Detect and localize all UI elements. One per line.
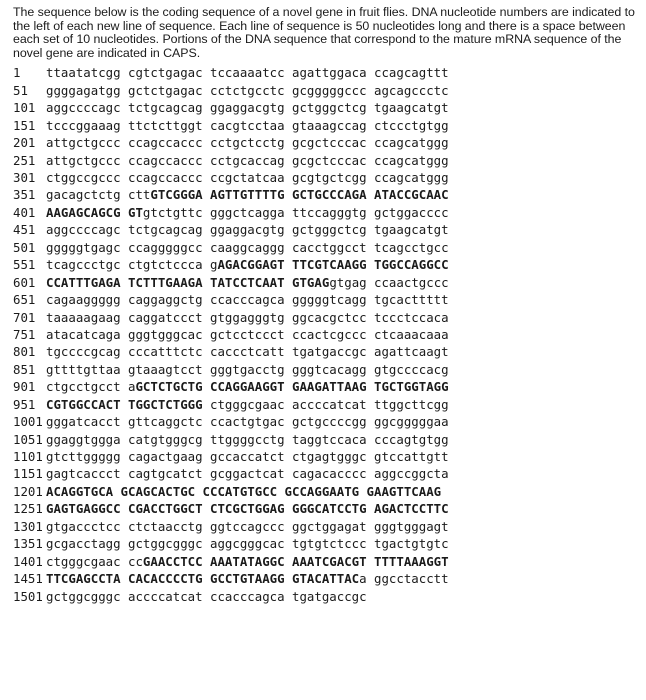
sequence-chunk: gggtcacagg (292, 361, 367, 377)
sequence-chunk: ccagcagttt (374, 65, 449, 81)
sequence-chunk: gctctgagac (128, 82, 203, 98)
sequence-line (13, 326, 635, 343)
nucleotide-number: 451 (13, 222, 36, 238)
sequence-chunk: ctccctgtgg (374, 117, 449, 133)
sequence-chunk: cagacacccc (292, 466, 367, 482)
sequence-chunk: GTGAGgtgag (292, 274, 367, 290)
sequence-chunk: caccctcatt (210, 344, 285, 360)
sequence-chunk: GAAGTTCAAG (366, 483, 442, 499)
sequence-chunk: cccatttctc (128, 344, 203, 360)
sequence-chunk: ccacccagca (210, 588, 285, 604)
sequence-chunk: gctgggctcg (292, 222, 367, 238)
sequence-line (13, 483, 635, 500)
nucleotide-number: 151 (13, 117, 36, 133)
sequence-chunk: tcccggaaag (46, 117, 121, 133)
sequence-line (13, 361, 635, 378)
sequence-chunk: AAATATAGGC (210, 553, 285, 569)
sequence-chunk: ggctggagat (292, 518, 367, 534)
sequence-chunk: aggcgggcac (210, 536, 285, 552)
sequence-chunk: caggaggctg (128, 292, 203, 308)
sequence-chunk: gcgggggccc (292, 82, 367, 98)
sequence-chunk: gagtcaccct (46, 466, 121, 482)
nucleotide-number: 751 (13, 326, 36, 342)
sequence-chunk: CCATTTGAGA (46, 274, 121, 290)
sequence-chunk: TGGCCAGGCC (374, 257, 449, 273)
sequence-chunk: tgcacttttt (374, 292, 449, 308)
sequence-chunk: ctctaacctg (128, 518, 203, 534)
sequence-chunk: ctcaaacaaa (374, 326, 449, 342)
sequence-chunk: agattggaca (292, 65, 367, 81)
sequence-chunk: taaaaagaag (46, 309, 121, 325)
sequence-chunk: aGCTCTGCTG (128, 379, 203, 395)
sequence-chunk: TTCGTCAAGG (292, 257, 367, 273)
nucleotide-number: 51 (13, 82, 28, 98)
nucleotide-number: 1051 (13, 431, 43, 447)
nucleotide-number: 551 (13, 257, 36, 273)
sequence-chunk: gtccattgtt (374, 449, 449, 464)
nucleotide-number: 601 (13, 274, 36, 290)
sequence-chunk: ggaggacgtg (210, 222, 285, 238)
sequence-chunk: ggtccagccc (210, 518, 285, 534)
sequence-chunk: GTACATTACa (292, 571, 367, 587)
sequence-chunk: CGACCTGGCT (128, 501, 203, 517)
sequence-chunk: tcagcctgcc (374, 239, 449, 255)
nucleotide-number: 851 (13, 361, 36, 377)
sequence-chunk: aggccggcta (374, 466, 449, 482)
sequence-chunk: GTgtctgttc (128, 204, 203, 220)
sequence-chunk: ctgtctccca (128, 257, 203, 273)
sequence-chunk: TGGCTCTGGG (128, 396, 203, 412)
sequence-chunk: accccatcat (292, 396, 367, 412)
sequence-chunk: attgctgccc (46, 152, 121, 168)
sequence-chunk: gggtgacctg (210, 361, 285, 377)
nucleotide-number: 351 (13, 187, 36, 203)
sequence-chunk: accccatcat (128, 588, 203, 604)
sequence-line (13, 204, 635, 221)
sequence-chunk: cccagtgtgg (374, 431, 449, 447)
sequence-chunk: cacctggcct (292, 239, 367, 255)
sequence-line (13, 413, 635, 430)
sequence-chunk: gctgccccgg (292, 414, 367, 430)
sequence-chunk: ccacccagca (210, 292, 285, 308)
nucleotide-number: 1401 (13, 553, 43, 569)
sequence-chunk: gctggcgggc (128, 536, 203, 552)
sequence-chunk: gggggtcagg (292, 292, 367, 308)
nucleotide-number: 201 (13, 135, 36, 151)
sequence-chunk: ATACCGCAAC (374, 187, 449, 203)
sequence-chunk: ccagcatggg (374, 170, 449, 185)
sequence-chunk: gcgctcccac (292, 135, 367, 151)
sequence-chunk: cttGTCGGGA (128, 187, 203, 203)
sequence-chunk: AAGAGCAGCG (46, 204, 121, 220)
sequence-chunk: atacatcaga (46, 326, 121, 342)
sequence-chunk: GGGCATCCTG (292, 501, 367, 517)
sequence-chunk: TCTTTGAAGA (128, 274, 203, 290)
sequence-chunk: AGACTCCTTC (374, 501, 449, 517)
sequence-chunk: cagtgcatct (128, 466, 203, 482)
sequence-chunk: gctcctccct (210, 326, 285, 342)
sequence-chunk: CACACCCCTG (128, 571, 203, 587)
sequence-chunk: tccctccaca (374, 309, 449, 325)
sequence-chunk: cctctgcctc (210, 82, 285, 98)
sequence-chunk: tcagccctgc (46, 257, 121, 273)
sequence-chunk: gcgtgctcgg (292, 170, 367, 185)
sequence-line (13, 64, 635, 81)
sequence-chunk: tctgcagcag (128, 100, 203, 116)
sequence-chunk: gctgggctcg (292, 100, 367, 116)
sequence-chunk: gtgaccctcc (46, 518, 121, 534)
sequence-chunk: AAATCGACGT (292, 553, 367, 569)
sequence-line (13, 291, 635, 308)
sequence-chunk: tgtgtctccc (292, 536, 367, 552)
sequence-chunk: aggccccagc (46, 222, 121, 238)
sequence-chunk: CCCATGTGCC (202, 483, 278, 499)
sequence-line (13, 570, 635, 587)
sequence-line (13, 239, 635, 256)
sequence-chunk: tgaagcatgt (374, 222, 449, 238)
document-page (13, 6, 635, 605)
sequence-chunk: gcggactcat (210, 466, 285, 482)
sequence-chunk: ctgcctgcct (46, 379, 121, 395)
sequence-chunk: tgccccgcag (46, 344, 121, 360)
sequence-chunk: ccaactgccc (374, 274, 449, 290)
sequence-chunk: gggctcagga (210, 204, 285, 220)
sequence-chunk: tgatgaccgc (292, 588, 367, 604)
nucleotide-number: 1001 (13, 414, 43, 430)
sequence-chunk: gcgacctagg (46, 536, 121, 552)
sequence-line (13, 500, 635, 517)
sequence-chunk: tccaaaatcc (210, 65, 285, 81)
sequence-chunk: gctggcgggc (46, 588, 121, 604)
sequence-chunk: ccactcgccc (292, 326, 367, 342)
sequence-chunk: caggatccct (128, 309, 203, 325)
nucleotide-number: 1301 (13, 518, 43, 534)
sequence-chunk: gggtgggcac (128, 326, 203, 342)
sequence-chunk: gtgccccacg (374, 361, 449, 377)
sequence-chunk: gtaaagccag (292, 117, 367, 133)
sequence-line (13, 518, 635, 535)
sequence-chunk: ggaggtggga (46, 431, 121, 447)
sequence-chunk: attgctgccc (46, 135, 121, 151)
nucleotide-number: 301 (13, 170, 36, 185)
sequence-line (13, 309, 635, 326)
sequence-line (13, 396, 635, 413)
sequence-chunk: ctgagtgggc (292, 449, 367, 464)
sequence-chunk: gtcttggggg (46, 449, 121, 464)
sequence-chunk: CGTGGCCACT (46, 396, 121, 412)
nucleotide-number: 701 (13, 309, 36, 325)
sequence-chunk: GCCTGTAAGG (210, 571, 285, 587)
sequence-chunk: cacgtcctaa (210, 117, 285, 133)
sequence-line (13, 448, 635, 465)
sequence-chunk: ctgggcgaac (210, 396, 285, 412)
sequence-line (13, 465, 635, 482)
nucleotide-number: 801 (13, 344, 36, 360)
sequence-chunk: tgactgtgtc (374, 536, 449, 552)
sequence-chunk: ACAGGTGCA (46, 483, 114, 499)
sequence-chunk: ttggggcctg (210, 431, 285, 447)
sequence-chunk: TATCCTCAAT (210, 274, 285, 290)
sequence-line (13, 535, 635, 552)
sequence-chunk: gctggacccc (374, 204, 449, 220)
sequence-chunk: ttaatatcgg (46, 65, 121, 81)
sequence-chunk: gAGACGGAGT (210, 257, 285, 273)
nucleotide-number: 1201 (13, 483, 43, 499)
sequence-chunk: ttctcttggt (128, 117, 203, 133)
nucleotide-number: 251 (13, 152, 36, 168)
sequence-chunk: ccagcatggg (374, 152, 449, 168)
sequence-line (13, 588, 635, 605)
nucleotide-number: 1151 (13, 466, 43, 482)
sequence-chunk: cctgctcctg (210, 135, 285, 151)
sequence-line (13, 152, 635, 169)
sequence-chunk: agattcaagt (374, 344, 449, 360)
sequence-chunk: ggaggacgtg (210, 100, 285, 116)
sequence-line (13, 553, 635, 570)
sequence-chunk: TTCGAGCCTA (46, 571, 121, 587)
sequence-chunk: ccagccaccc (128, 152, 203, 168)
sequence-chunk: agcagccctc (374, 82, 449, 98)
sequence-chunk: cagactgaag (128, 449, 203, 464)
sequence-line (13, 221, 635, 238)
sequence-chunk: ttggcttcgg (374, 396, 449, 412)
nucleotide-number: 401 (13, 204, 36, 220)
sequence-chunk: tgatgaccgc (292, 344, 367, 360)
sequence-chunk: cctgcaccag (210, 152, 285, 168)
sequence-chunk: GCTGCCCAGA (292, 187, 367, 203)
sequence-chunk: cgtctgagac (128, 65, 203, 81)
sequence-chunk: ccagggggcc (128, 239, 203, 255)
sequence-line (13, 82, 635, 99)
sequence-chunk: ccagcatggg (374, 135, 449, 151)
nucleotide-number: 1501 (13, 588, 43, 604)
sequence-line (13, 378, 635, 395)
sequence-chunk: ctggccgccc (46, 170, 121, 185)
sequence-chunk: ccgctatcaa (210, 170, 285, 185)
sequence-chunk: ggcacgctcc (292, 309, 367, 325)
sequence-chunk: gttcaggctc (128, 414, 203, 430)
sequence-chunk: GAGTGAGGCC (46, 501, 121, 517)
sequence-chunk: cagaaggggg (46, 292, 121, 308)
sequence-chunk: AGTTGTTTTG (210, 187, 285, 203)
sequence-chunk: ttccagggtg (292, 204, 367, 220)
sequence-chunk: ccactgtgac (210, 414, 285, 430)
nucleotide-number: 901 (13, 379, 36, 395)
sequence-line (13, 343, 635, 360)
sequence-line (13, 256, 635, 273)
sequence-chunk: ctgggcgaac (46, 553, 121, 569)
sequence-line (13, 117, 635, 134)
sequence-chunk: CTCGCTGGAG (210, 501, 285, 517)
sequence-chunk: CCAGGAAGGT (210, 379, 285, 395)
sequence-chunk: ggcctacctt (374, 571, 449, 587)
sequence-chunk: gtaaagtcct (128, 361, 203, 377)
sequence-chunk: gggtgggagt (374, 518, 449, 534)
sequence-line (13, 99, 635, 116)
sequence-chunk: TGCTGGTAGG (374, 379, 449, 395)
nucleotide-number: 1 (13, 65, 21, 81)
sequence-chunk: gtggagggtg (210, 309, 285, 325)
sequence-line (13, 274, 635, 291)
sequence-chunk: gacagctctg (46, 187, 121, 203)
sequence-chunk: ggcgggggaa (374, 414, 449, 430)
sequence-chunk: TTTTAAAGGT (374, 553, 449, 569)
nucleotide-number: 651 (13, 292, 36, 308)
sequence-chunk: ccagccaccc (128, 170, 203, 185)
sequence-chunk: taggtccaca (292, 431, 367, 447)
sequence-chunk: catgtgggcg (128, 431, 203, 447)
sequence-line (13, 134, 635, 151)
sequence-chunk: aggccccagc (46, 100, 121, 116)
intro-paragraph: The sequence below is the coding sequence of a novel gene in fruit flies. DNA nucleotide numbers are indicated to the left of each new line of sequence. Each line of sequence is 50 nucleotides long and there is a space between each set of 10 nucleotides. Portions of the DNA sequence that correspond to the mature mRNA sequence of the novel gene are indicated in CAPS. (13, 5, 635, 60)
sequence-line (13, 186, 635, 203)
sequence-chunk: GCCAGGAATG (284, 483, 360, 499)
sequence-chunk: GAAGATTAAG (292, 379, 367, 395)
nucleotide-number: 1351 (13, 536, 43, 552)
sequence-chunk: gcgctcccac (292, 152, 367, 168)
sequence-chunk: gttttgttaa (46, 361, 121, 377)
sequence-chunk: tctgcagcag (128, 222, 203, 238)
sequence-chunk: tgaagcatgt (374, 100, 449, 116)
nucleotide-number: 1451 (13, 571, 43, 587)
nucleotide-number: 951 (13, 396, 36, 412)
nucleotide-number: 1251 (13, 501, 43, 517)
sequence-chunk: caaggcaggg (210, 239, 285, 255)
nucleotide-number: 101 (13, 100, 36, 116)
sequence-chunk: ccGAACCTCC (128, 553, 203, 569)
sequence-chunk: gggatcacct (46, 414, 121, 430)
sequence-chunk: gccaccatct (210, 449, 285, 464)
sequence-chunk: GCAGCACTGC (120, 483, 196, 499)
sequence-line (13, 431, 635, 448)
sequence-chunk: gggggtgagc (46, 239, 121, 255)
sequence-listing (13, 64, 635, 605)
sequence-chunk: ccagccaccc (128, 135, 203, 151)
nucleotide-number: 501 (13, 239, 36, 255)
sequence-line (13, 169, 635, 186)
sequence-chunk: ggggagatgg (46, 82, 121, 98)
nucleotide-number: 1101 (13, 449, 43, 464)
